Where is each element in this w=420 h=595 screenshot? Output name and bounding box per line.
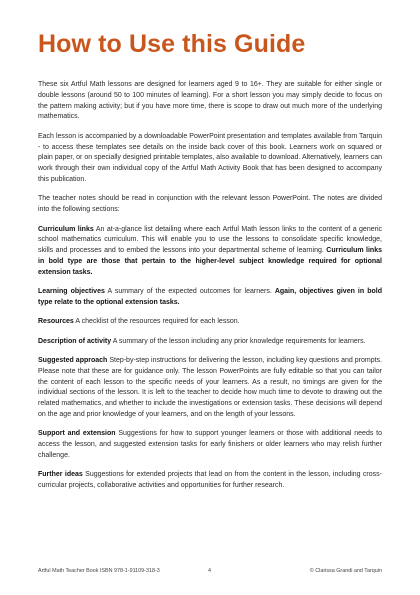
section-emphasis: Curriculum links in bold type are those that pertain to the higher-level subject knowledge required for optional extension tasks. [38,247,382,276]
section-text: Suggestions for how to support younger learners or those with additional needs to access the lesson, and suggested extension tasks for early finishers or older learners who may relish further challenge. [38,430,382,460]
section-heading: Description of activity [38,337,112,345]
section-text: A summary of the expected outcomes for learners. [104,288,275,296]
section-resources [38,317,382,328]
section-heading: Curriculum links [38,225,94,233]
guide-content [38,80,382,501]
section-support-and-extension [38,429,382,461]
section-text: A checklist of the resources required for each lesson. [73,318,240,326]
intro-paragraph-3: The teacher notes should be read in conjunction with the relevant lesson PowerPoint. The notes are divided into the following sections: [38,195,382,214]
section-heading: Suggested approach [38,357,108,365]
footer-page-number: 4 [208,568,211,574]
section-emphasis: Again, objectives given in bold type relate to the optional extension tasks. [38,288,382,306]
section-text: Step-by-step instructions for delivering the lesson, including key questions and prompts. Please note that these are for guidance only. The lesson PowerPoints are fully editable so that you can tailor the content of each lesson to the specific needs of your learners. As a result, no timings are given for the individual sections of the lesson. It is left to the teacher to decide how much time to devote to drawing out the related mathematics, and whether to include the investigations or extension tasks. These decisions will depend on the age and prior knowledge of your learners, and on the length of your lessons. [38,357,382,419]
section-curriculum-links [38,225,382,279]
footer-book-info: Artful Math Teacher Book ISBN 978-1-91109-318-3 [38,568,160,574]
section-further-ideas [38,470,382,492]
section-learning-objectives [38,287,382,309]
section-text: A summary of the lesson including any prior knowledge requirements for learners. [111,337,366,345]
section-text: An at-a-glance list detailing where each Artful Math lesson links to the content of a generic school mathematics curriculum. This will enable you to use the lessons to consolidate specific knowledge, skills and processes and to embed the lessons into your departmental scheme of learning. [38,225,382,255]
section-heading: Further ideas [38,471,83,479]
page-footer [38,568,382,574]
section-heading: Learning objectives [38,288,105,296]
section-text: Suggestions for extended projects that lead on from the content in the lesson, including cross-curricular projects, collaborative activities and opportunities for further research. [38,471,382,490]
section-description-of-activity [38,337,382,348]
footer-copyright: © Clarissa Grandi and Tarquin [309,568,382,574]
intro-paragraph-1: These six Artful Math lessons are designed for learners aged 9 to 16+. They are suitable for either single or double lessons (around 50 to 100 minutes of learning). For a short lesson you may simply decide to focus on the pattern making activity; but if you have more time, there is scope to draw out much more of the underlying mathematics. [38,81,382,121]
intro-paragraph-2: Each lesson is accompanied by a downloadable PowerPoint presentation and templates available from Tarquin - to access these templates see details on the inside back cover of this book. Learners work on squared or plain paper, or on specially designed printable templates, also available to download. Alternatively, learners can work through their own individual copy of the Artful Math Activity Book that has been designed to accompany this publication. [38,132,382,183]
section-heading: Support and extension [38,430,116,438]
page-title: How to Use this Guide [38,30,306,58]
section-suggested-approach [38,356,382,421]
section-heading: Resources [38,318,74,326]
